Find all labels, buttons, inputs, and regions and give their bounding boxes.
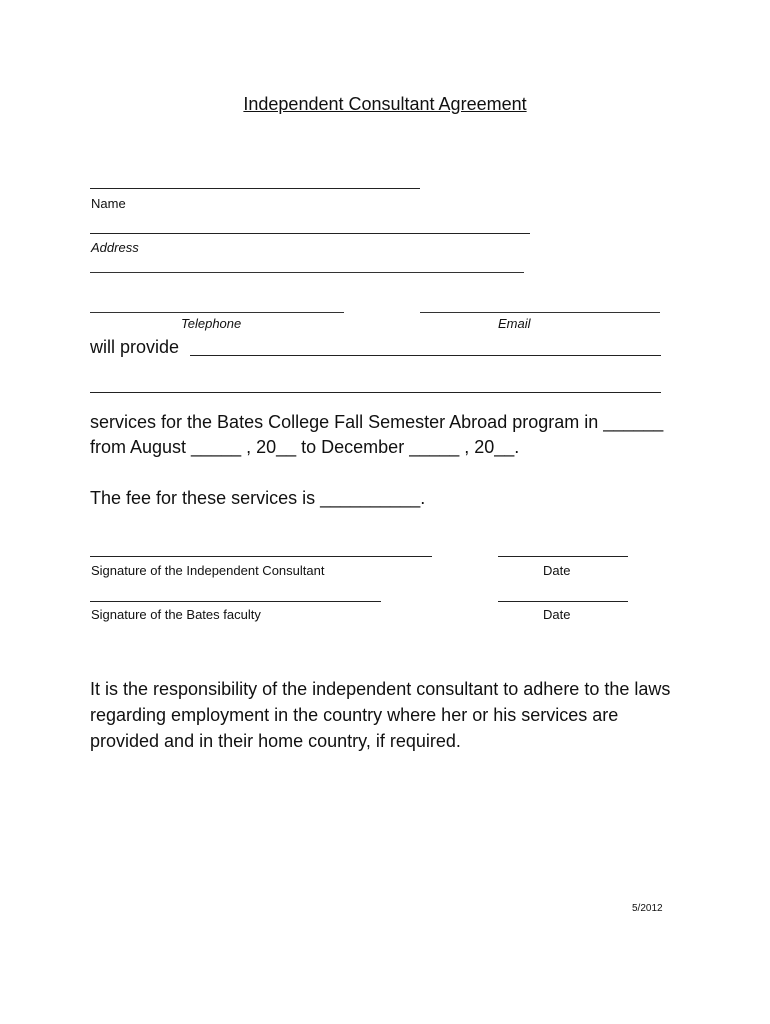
faculty-signature-blank[interactable] (90, 601, 381, 602)
faculty-date-label: Date (543, 607, 571, 622)
address-blank[interactable] (90, 233, 530, 234)
fee-text: The fee for these services is __________. (90, 488, 426, 508)
disclaimer-paragraph: It is the responsibility of the independent consultant to adhere to the laws regarding employment in the country where her or his services are provided and in their home country, if required. (90, 679, 671, 751)
name-label: Name (91, 196, 126, 211)
will-provide-text: will provide (90, 337, 180, 357)
will-provide-blank-2[interactable] (90, 392, 661, 393)
consultant-date-label: Date (543, 563, 571, 578)
consultant-signature-blank[interactable] (90, 556, 432, 557)
telephone-label: Telephone (181, 316, 242, 331)
services-text: services for the Bates College Fall Semester Abroad program in ______ (90, 412, 664, 432)
faculty-signature-label: Signature of the Bates faculty (91, 607, 261, 622)
consultant-date-blank[interactable] (498, 556, 628, 557)
faculty-date-blank[interactable] (498, 601, 628, 602)
telephone-blank[interactable] (90, 312, 344, 313)
footer-date: 5/2012 (632, 903, 663, 914)
address-label: Address (91, 240, 139, 255)
name-blank[interactable] (90, 188, 420, 189)
dates-text: from August _____ , 20__ to December _____ , 20__. (90, 437, 520, 457)
consultant-signature-label: Signature of the Independent Consultant (91, 563, 325, 578)
will-provide-blank[interactable] (190, 355, 661, 356)
document-title: Independent Consultant Agreement (243, 94, 527, 114)
address-blank-2[interactable] (90, 272, 524, 273)
email-blank[interactable] (420, 312, 660, 313)
email-label: Email (498, 316, 531, 331)
